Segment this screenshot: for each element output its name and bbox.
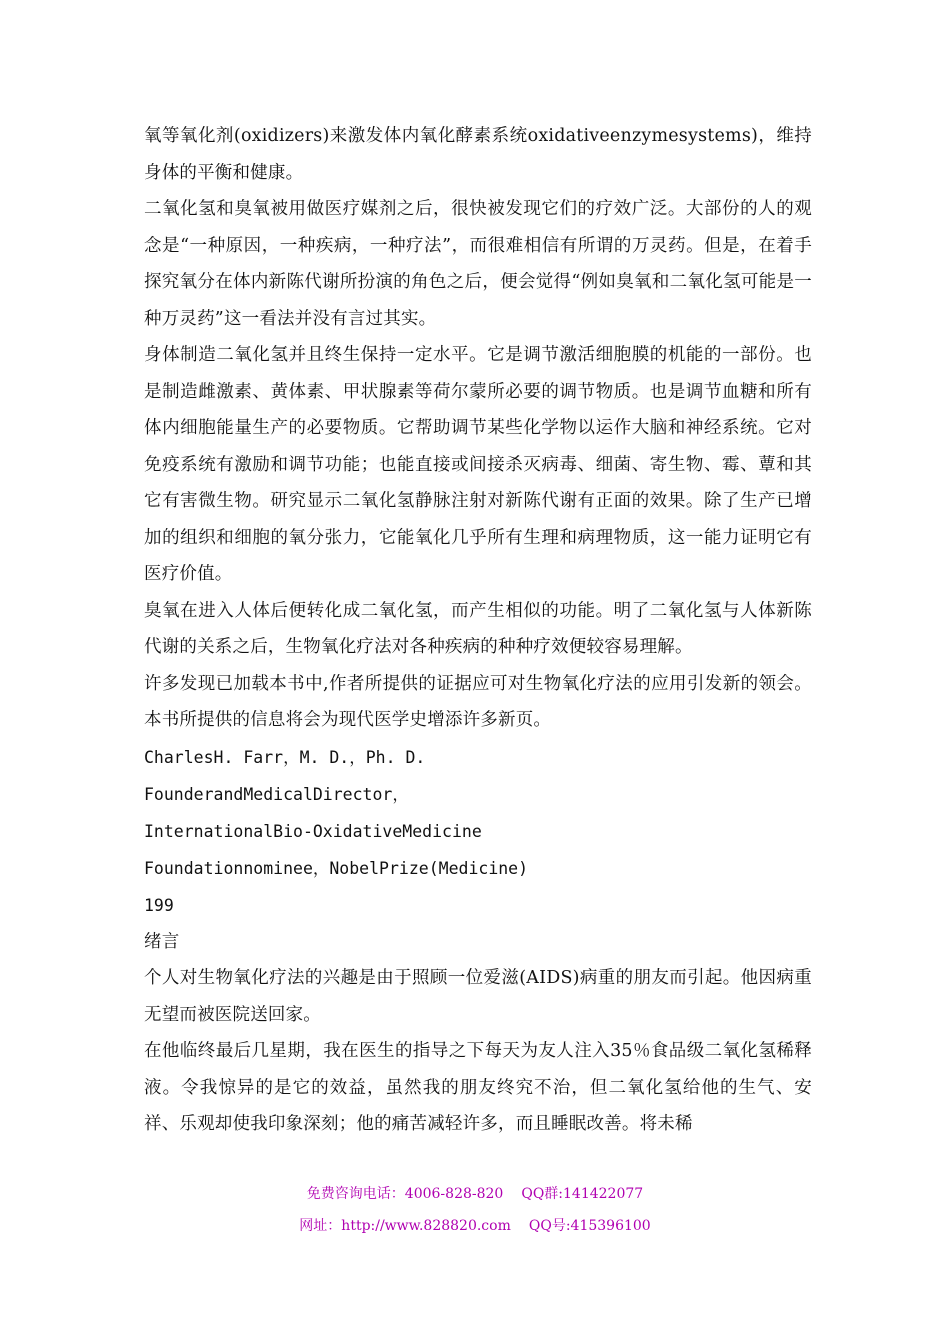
signature-nomination: Foundationnominee，NobelPrize(Medicine) <box>144 858 529 878</box>
intro-paragraph-1: 个人对生物氧化疗法的兴趣是由于照顾一位爱滋(AIDS)病重的朋友而引起。他因病重无望而被医院送回家。 <box>144 968 812 1025</box>
footer-phone: 免费咨询电话：4006-828-820 <box>306 1186 504 1202</box>
intro-paragraph-2: 在他临终最后几星期，我在医生的指导之下每天为友人注入35％食品级二氧化氢稀释液。令我惊异的是它的效益，虽然我的朋友终究不治，但二氧化氢给他的生气、安祥、乐观却使我印象深刻；他的痛苦减轻许多，而且睡眠改善。将未稀 <box>144 1041 812 1134</box>
page-number: 199 <box>144 895 174 915</box>
body-paragraph-2: 二氧化氢和臭氧被用做医疗媒剂之后，很快被发现它们的疗效广泛。大部份的人的观念是“一种原因，一种疾病，一种疗法”，而很难相信有所谓的万灵药。但是，在着手探究氧分在体内新陈代谢所扮演的角色之后，便会觉得“例如臭氧和二氧化氢可能是一种万灵药”这一看法并没有言过其实。 <box>144 199 812 329</box>
footer-qq-number: QQ号:415396100 <box>528 1218 651 1234</box>
signature-organization: InternationalBio-OxidativeMedicine <box>144 821 482 841</box>
footer-website-line <box>0 1210 950 1242</box>
body-paragraph-5: 许多发现已加载本书中,作者所提供的证据应可对生物氧化疗法的应用引发新的领会。本书所提供的信息将会为现代医学史增添许多新页。 <box>144 673 812 730</box>
footer-website-link[interactable]: 网址：http://www.828820.com <box>299 1218 511 1234</box>
signature-role: FounderandMedicalDirector， <box>144 784 409 804</box>
signature-block <box>144 739 812 887</box>
section-title: 绪言 <box>144 931 180 952</box>
footer-qq-group: QQ群:141422077 <box>521 1186 644 1202</box>
body-paragraph-4: 臭氧在进入人体后便转化成二氧化氢，而产生相似的功能。明了二氧化氢与人体新陈代谢的关系之后，生物氧化疗法对各种疾病的种种疗效便较容易理解。 <box>144 600 812 657</box>
footer-contact-line <box>0 1178 950 1210</box>
document-body <box>144 118 812 1143</box>
body-paragraph-1: 氧等氧化剂(oxidizers)来激发体内氧化酵素系统oxidativeenzymesystems)，维持身体的平衡和健康。 <box>144 126 812 183</box>
body-paragraph-3: 身体制造二氧化氢并且终生保持一定水平。它是调节激活细胞膜的机能的一部份。也是制造雌激素、黄体素、甲状腺素等荷尔蒙所必要的调节物质。也是调节血糖和所有体内细胞能量生产的必要物质。它帮助调节某些化学物以运作大脑和神经系统。它对免疫系统有激励和调节功能；也能直接或间接杀灭病毒、细菌、寄生物、霉、蕈和其它有害微生物。研究显示二氧化氢静脉注射对新陈代谢有正面的效果。除了生产已增加的组织和细胞的氧分张力，它能氧化几乎所有生理和病理物质，这一能力证明它有医疗价值。 <box>144 345 812 584</box>
signature-name: CharlesH. Farr，M. D.，Ph. D. <box>144 747 426 767</box>
